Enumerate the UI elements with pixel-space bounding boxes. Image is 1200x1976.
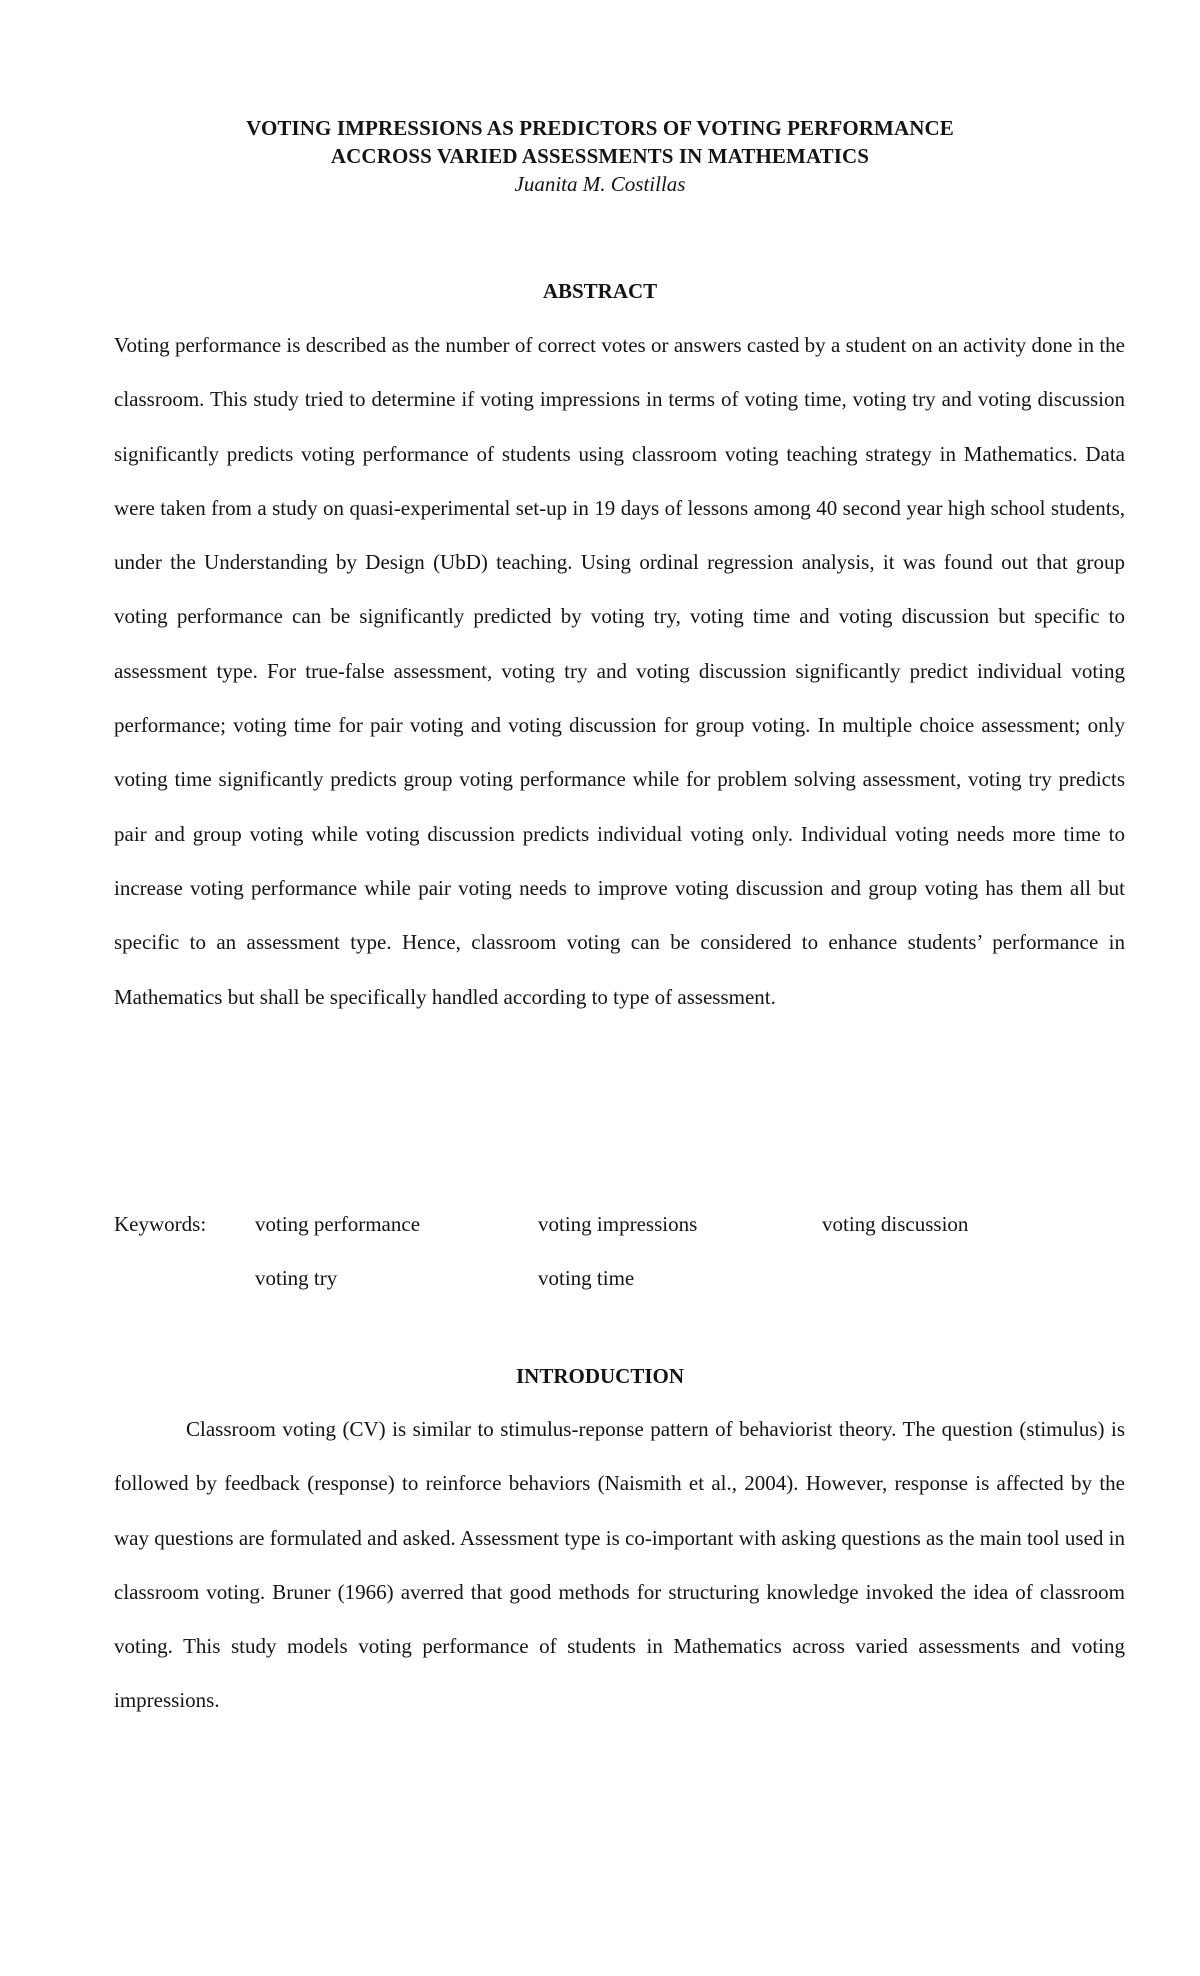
paper-title-line-2: ACCROSS VARIED ASSESSMENTS IN MATHEMATICS: [330, 144, 870, 168]
keyword-item: voting time: [538, 1266, 635, 1290]
abstract-text: Voting performance is described as the number of correct votes or answers casted by a student on an activity done in the classroom. This study tried to determine if voting impressions in terms of voting time, voting try and voting discussion significantly predicts voting performance of students using classroom voting teaching strategy in Mathematics. Data were taken from a study on quasi-experimental set-up in 19 days of lessons among 40 second year high school students, under the Understanding by Design (UbD) teaching. Using ordinal regression analysis, it was found out that group voting performance can be significantly predicted by voting try, voting time and voting discussion but specific to assessment type. For true-false assessment, voting try and voting discussion significantly predict individual voting performance; voting time for pair voting and voting discussion for group voting. In multiple choice assessment; only voting time significantly predicts group voting performance while for problem solving assessment, voting try predicts pair and group voting while voting discussion predicts individual voting only. Individual voting needs more time to increase voting performance while pair voting needs to improve voting discussion and group voting has them all but specific to an assessment type. Hence, classroom voting can be considered to enhance students’ performance in Mathematics but shall be specifically handled according to type of assessment.: [114, 333, 1125, 1009]
title-block: [0, 114, 1200, 198]
paper-title-line-1: VOTING IMPRESSIONS AS PREDICTORS OF VOTING PERFORMANCE: [246, 116, 954, 140]
keyword-item: voting discussion: [822, 1212, 969, 1236]
keyword-item: voting performance: [255, 1212, 421, 1236]
keywords-label: Keywords:: [114, 1212, 207, 1236]
keyword-item: voting impressions: [538, 1212, 698, 1236]
keyword-item: voting try: [255, 1266, 338, 1290]
abstract-heading: ABSTRACT: [542, 279, 658, 303]
author-name: Juanita M. Costillas: [514, 172, 686, 196]
introduction-text: Classroom voting (CV) is similar to stimulus-reponse pattern of behaviorist theory. The question (stimulus) is followed by feedback (response) to reinforce behaviors (Naismith et al., 2004). However, response is affected by the way questions are formulated and asked. Assessment type is co-important with asking questions as the main tool used in classroom voting. Bruner (1966) averred that good methods for structuring knowledge invoked the idea of classroom voting. This study models voting performance of students in Mathematics across varied assessments and voting impressions.: [114, 1417, 1125, 1713]
introduction-heading: INTRODUCTION: [515, 1364, 685, 1388]
